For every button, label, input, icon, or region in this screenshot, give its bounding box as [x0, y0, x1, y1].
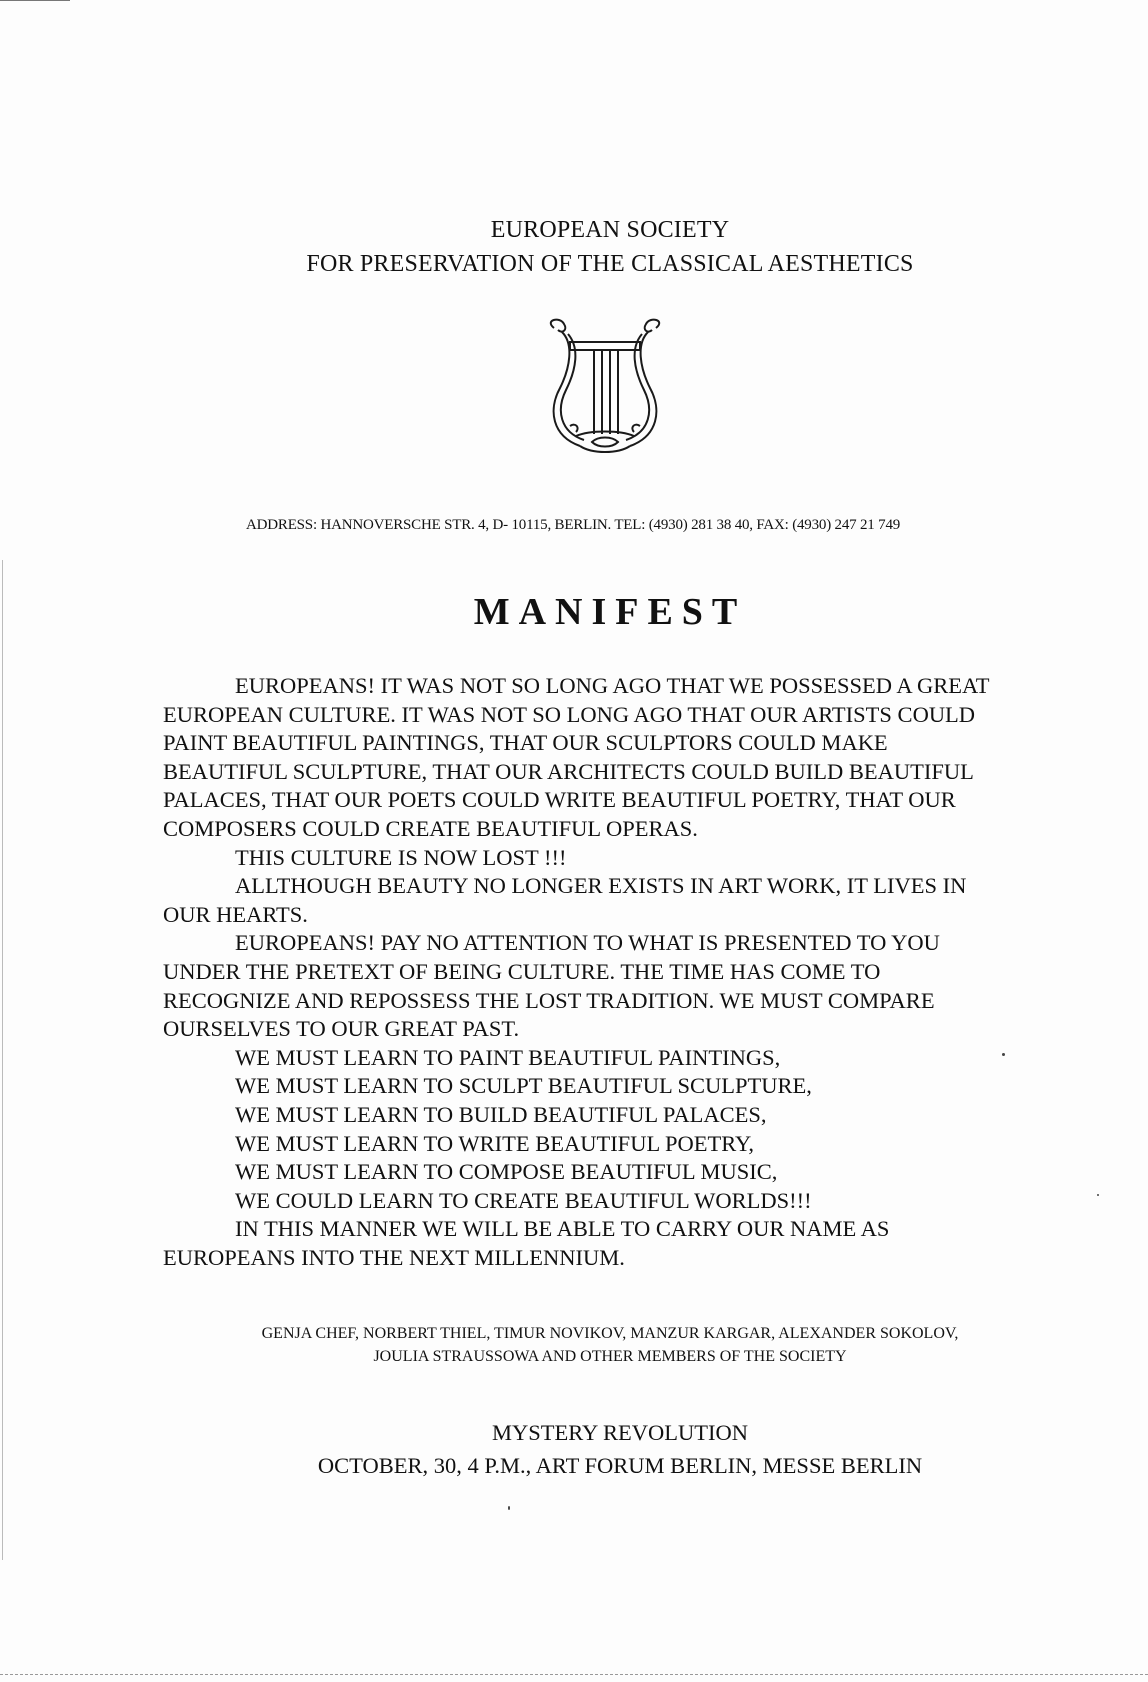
body-line: ALLTHOUGH BEAUTY NO LONGER EXISTS IN ART WORK, IT LIVES IN [235, 873, 967, 899]
body-line: THIS CULTURE IS NOW LOST !!! [235, 844, 567, 870]
event-name: MYSTERY REVOLUTION [491, 1420, 749, 1445]
scan-edge-bottom [0, 1674, 1148, 1676]
body-line: WE MUST LEARN TO SCULPT BEAUTIFUL SCULPTURE, [235, 1073, 812, 1099]
document-title: MANIFEST [473, 591, 747, 633]
signatories-line1: GENJA CHEF, NORBERT THIEL, TIMUR NOVIKOV, MANZUR KARGAR, ALEXANDER SOKOLOV, [261, 1325, 959, 1342]
lyre-icon [540, 318, 670, 460]
body-line: WE COULD LEARN TO CREATE BEAUTIFUL WORLDS!!! [235, 1187, 812, 1213]
body-line: OURSELVES TO OUR GREAT PAST. [163, 1016, 520, 1042]
signatories [0, 1322, 1148, 1368]
event-details: OCTOBER, 30, 4 P.M., ART FORUM BERLIN, MESSE BERLIN [317, 1453, 923, 1478]
address-line: ADDRESS: HANNOVERSCHE STR. 4, D- 10115, BERLIN. TEL: (4930) 281 38 40, FAX: (4930) 247 21 749 [246, 517, 901, 533]
scan-edge-left [2, 560, 3, 1560]
org-name-line1: EUROPEAN SOCIETY [490, 217, 730, 243]
body-line: PALACES, THAT OUR POETS COULD WRITE BEAUTIFUL POETRY, THAT OUR [163, 787, 956, 813]
body-line: EUROPEANS INTO THE NEXT MILLENNIUM. [163, 1244, 625, 1270]
body-line: PAINT BEAUTIFUL PAINTINGS, THAT OUR SCULPTORS COULD MAKE [163, 730, 888, 756]
event-info [0, 1416, 1148, 1482]
body-line: RECOGNIZE AND REPOSSESS THE LOST TRADITION. WE MUST COMPARE [163, 987, 935, 1013]
body-line: BEAUTIFUL SCULPTURE, THAT OUR ARCHITECTS COULD BUILD BEAUTIFUL [163, 758, 974, 784]
scan-speck [1002, 1053, 1005, 1056]
body-line: COMPOSERS COULD CREATE BEAUTIFUL OPERAS. [163, 815, 698, 841]
scan-edge-top [0, 0, 70, 1]
body-line: WE MUST LEARN TO BUILD BEAUTIFUL PALACES, [235, 1101, 767, 1127]
body-line: EUROPEANS! IT WAS NOT SO LONG AGO THAT WE POSSESSED A GREAT [235, 673, 990, 698]
body-line: UNDER THE PRETEXT OF BEING CULTURE. THE TIME HAS COME TO [163, 958, 881, 984]
org-name-line2: FOR PRESERVATION OF THE CLASSICAL AESTHETICS [306, 251, 914, 277]
body-line: EUROPEAN CULTURE. IT WAS NOT SO LONG AGO THAT OUR ARTISTS COULD [163, 701, 976, 727]
signatories-line2: JOULIA STRAUSSOWA AND OTHER MEMBERS OF THE SOCIETY [373, 1348, 847, 1365]
scan-speck [508, 1506, 510, 1510]
manifest-body [163, 672, 1063, 1272]
body-line: EUROPEANS! PAY NO ATTENTION TO WHAT IS PRESENTED TO YOU [235, 930, 940, 956]
body-line: IN THIS MANNER WE WILL BE ABLE TO CARRY OUR NAME AS [235, 1216, 890, 1242]
body-line: WE MUST LEARN TO PAINT BEAUTIFUL PAINTINGS, [235, 1044, 781, 1070]
body-line: WE MUST LEARN TO WRITE BEAUTIFUL POETRY, [235, 1130, 754, 1156]
body-line: WE MUST LEARN TO COMPOSE BEAUTIFUL MUSIC, [235, 1159, 778, 1185]
body-line: OUR HEARTS. [163, 901, 308, 927]
scan-speck [1097, 1194, 1099, 1196]
